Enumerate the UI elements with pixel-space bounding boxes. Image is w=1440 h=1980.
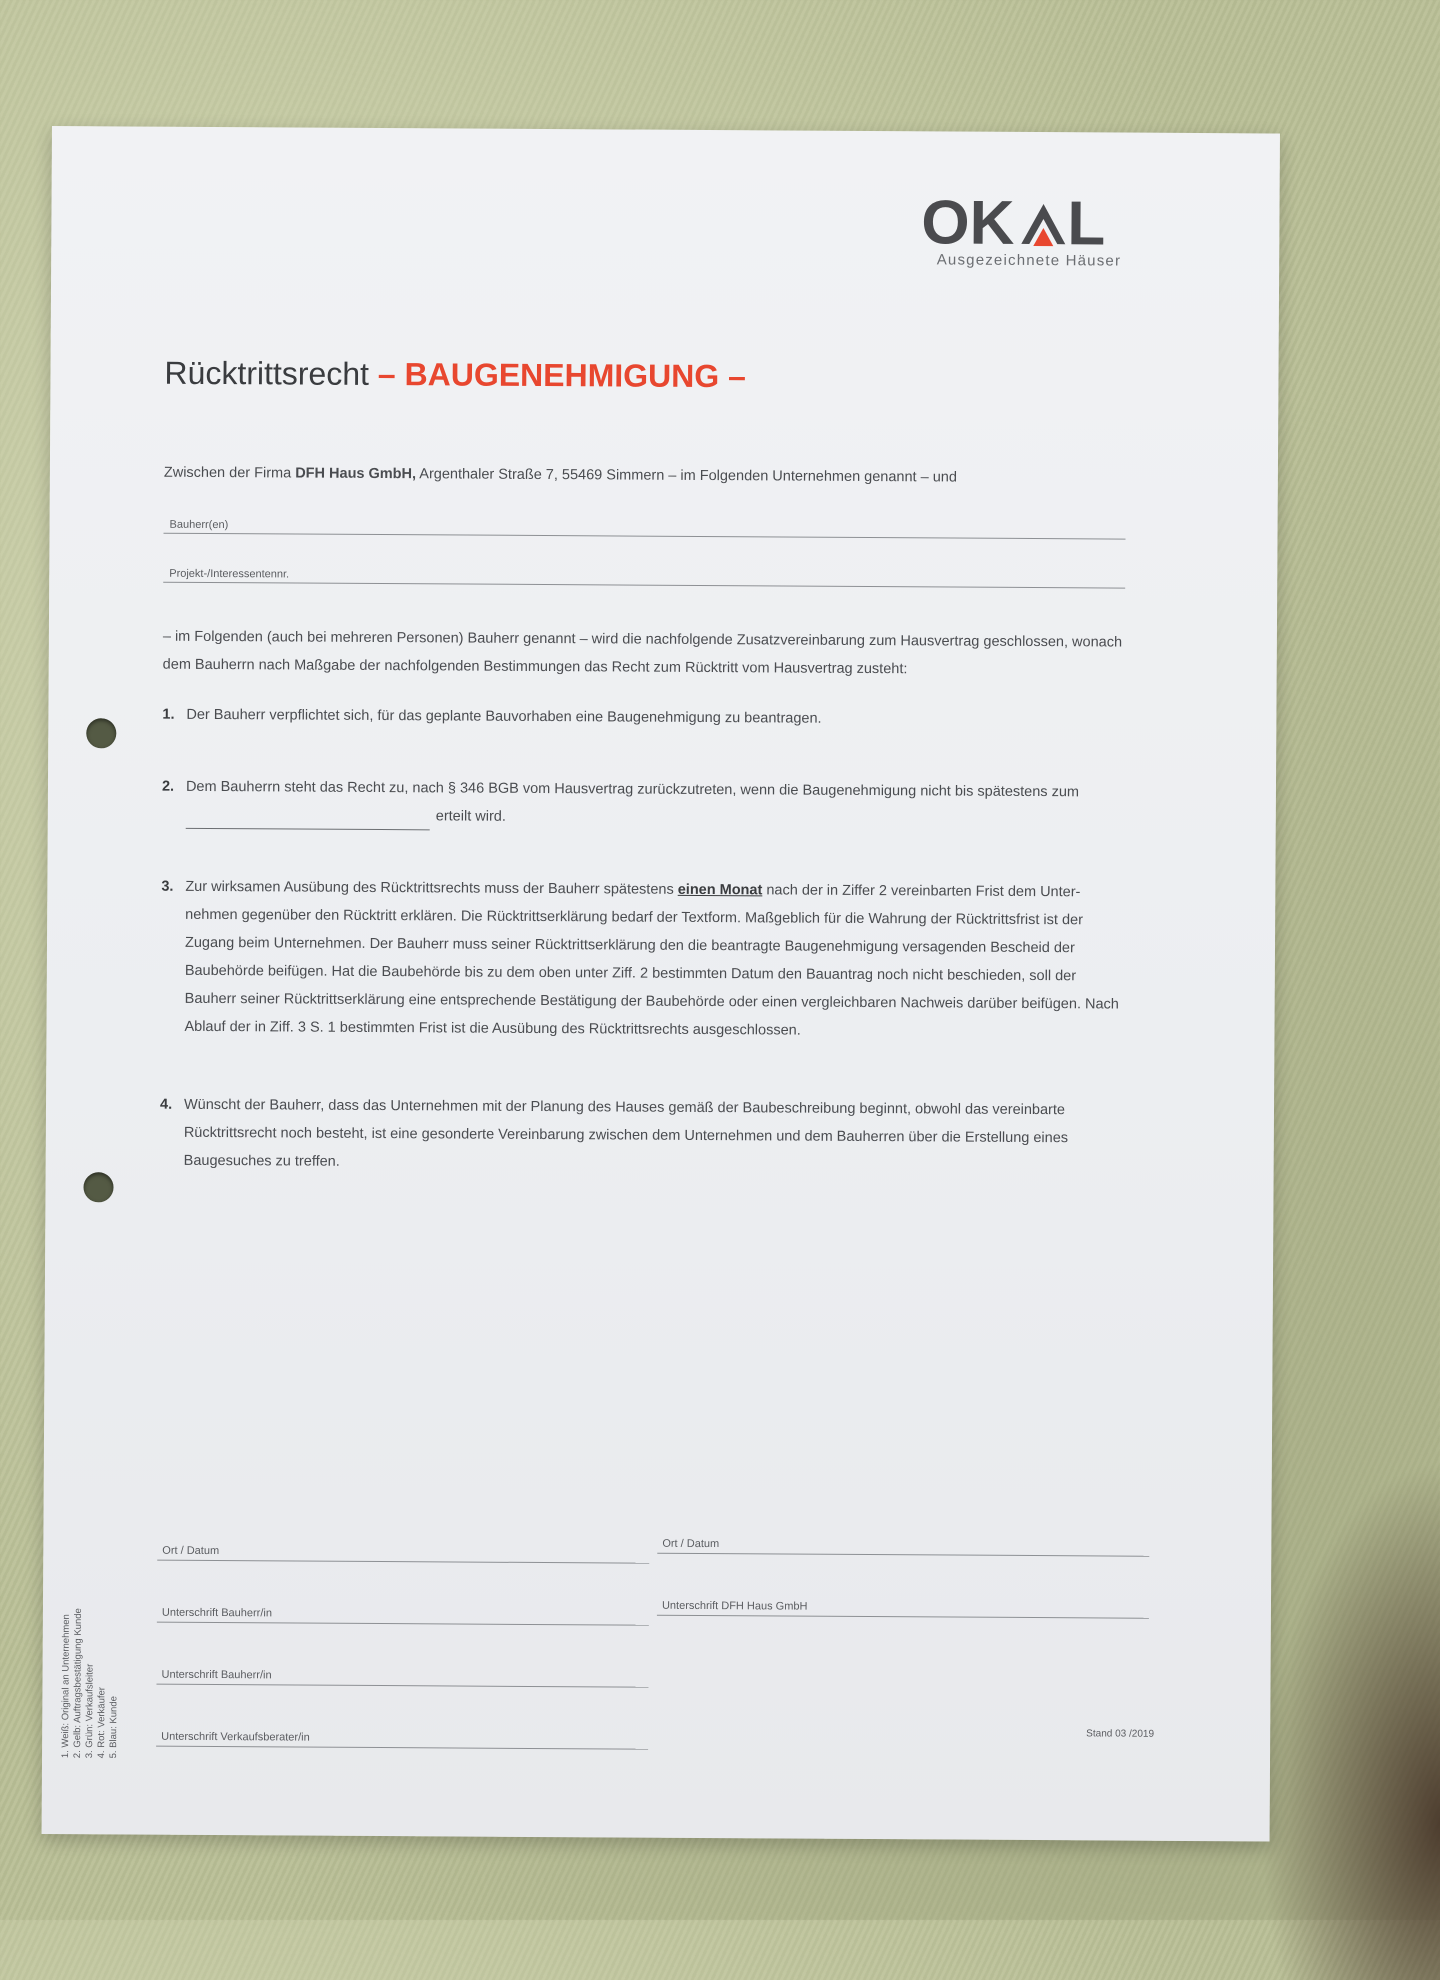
copy-distribution-list: [60, 1608, 121, 1758]
title-accent: – BAUGENEHMIGUNG –: [377, 355, 747, 395]
clause-number: 3.: [161, 878, 174, 895]
stand-date: Stand 03 /2019: [1086, 1728, 1155, 1740]
copy-item: 2. Gelb: Auftragsbestätigung Kunde: [72, 1608, 84, 1759]
svg-text:OK: OK: [921, 188, 1015, 258]
preamble-text: – im Folgenden (auch bei mehreren Personen) Bauherr genannt – wird die nachfolgende Zusatzvereinbarung zum Hausvertrag geschlossen, wonach dem Bauherrn nach Maßgabe der nachfolgenden Bestimmungen das Recht zum Rücktritt vom Hausvertrag zusteht:: [162, 628, 1123, 678]
clause-text: Wünscht der Bauherr, dass das Unternehmen mit der Planung des Hauses gemäß der Baubeschreibung beginnt, obwohl das vereinbarte Rücktrittsrecht noch besteht, ist eine gesonderte Vereinbarung zwischen dem Unternehmen und dem Bauherren über die Erstellung eines Baugesuches zu treffen.: [183, 1096, 1069, 1170]
title-main: Rücktrittsrecht: [164, 354, 370, 392]
sig-bauherr-2[interactable]: [156, 1669, 648, 1688]
sig-label: Ort / Datum: [662, 1537, 720, 1551]
okal-logo: [921, 187, 1121, 269]
copy-item: 1. Weiß: Original an Unternehmen: [60, 1614, 72, 1759]
clause-text: Der Bauherr verpflichtet sich, für das geplante Bauvorhaben eine Baugenehmigung zu beantragen.: [186, 706, 822, 727]
copy-item: 4. Rot: Verkäufer: [96, 1687, 108, 1759]
okal-wordmark: [921, 187, 1121, 258]
projekt-field[interactable]: [163, 568, 1125, 589]
clause-text-wrap: [184, 873, 1121, 1047]
intro-suffix: Argenthaler Straße 7, 55469 Simmern – im Folgenden Unternehmen genannt – und: [416, 466, 957, 486]
clause-text-pre: Zur wirksamen Ausübung des Rücktrittsrechts muss der Bauherr spätestens: [185, 878, 678, 898]
document-page: [42, 126, 1280, 1841]
svg-text:L: L: [1067, 189, 1106, 259]
clause-4: [160, 1091, 1120, 1181]
clause-text-post: nach der in Ziffer 2 vereinbarten Frist dem Unter-nehmen gegenüber den Rücktritt erklären. Die Rücktrittserklärung bedarf der Textform. Maßgeblich für die Wahrung der Rücktrittsfrist ist der Zugang beim Unternehmen. Der Bauherr muss seiner Rücktrittserklärung den die beantragte Baugenehmigung versagenden Bescheid der Baubehörde beifügen. Hat die Baubehörde bis zu dem oben unter Ziff. 2 bestimmten Datum den Bauantrag noch nicht beschieden, soll der Bauherr seiner Rücktrittserklärung eine entsprechende Bestätigung der Baubehörde oder einen vergleichbaren Nachweis darüber beifügen. Nach Ablauf der in Ziff. 3 S. 1 bestimmten Frist ist die Ausübung des Rücktrittsrechts ausgeschlossen.: [184, 882, 1119, 1039]
bauherr-label: Bauherr(en): [169, 518, 229, 532]
projekt-label: Projekt-/Interessentennr.: [169, 567, 290, 581]
clause-1: [162, 701, 1122, 735]
clause-number: 4.: [159, 1096, 173, 1113]
copy-item: 3. Grün: Verkaufsleiter: [84, 1663, 96, 1759]
clause-number: 2.: [161, 778, 175, 795]
bauherr-field[interactable]: [164, 519, 1126, 540]
sig-verkaufsberater[interactable]: [156, 1731, 648, 1750]
punch-hole: [86, 718, 116, 748]
sig-ort-datum-right[interactable]: [657, 1538, 1149, 1557]
sig-dfh-haus[interactable]: [657, 1600, 1149, 1619]
clause-2: [162, 773, 1122, 835]
clause-number: 1.: [162, 706, 175, 723]
clause-text-wrap: [186, 773, 1122, 835]
intro-prefix: Zwischen der Firma: [163, 464, 296, 482]
clause-emphasis: einen Monat: [677, 881, 763, 899]
clause-3: [160, 873, 1121, 1047]
logo-tagline: Ausgezeichnete Häuser: [936, 251, 1122, 270]
sig-label: Unterschrift DFH Haus GmbH: [661, 1599, 808, 1613]
intro-line: [164, 465, 957, 486]
background-shadow: [1260, 1460, 1440, 1980]
document-title: [164, 355, 746, 396]
clause-text-end: erteilt wird.: [435, 808, 506, 825]
copy-item: 5. Blau: Kunde: [108, 1696, 120, 1759]
date-blank-field[interactable]: [186, 810, 430, 830]
sig-label: Unterschrift Verkaufsberater/in: [161, 1730, 310, 1744]
punch-hole: [83, 1172, 113, 1202]
sig-label: Ort / Datum: [162, 1544, 220, 1558]
sig-label: Unterschrift Bauherr/in: [161, 1606, 273, 1620]
sig-label: Unterschrift Bauherr/in: [161, 1668, 272, 1682]
clause-text: Dem Bauherrn steht das Recht zu, nach § 346 BGB vom Hausvertrag zurückzutreten, wenn die Baugenehmigung nicht bis spätestens zum: [185, 778, 1080, 801]
intro-company: DFH Haus GmbH,: [295, 465, 417, 483]
sig-bauherr-1[interactable]: [157, 1607, 649, 1626]
sig-ort-datum-left[interactable]: [157, 1545, 649, 1564]
